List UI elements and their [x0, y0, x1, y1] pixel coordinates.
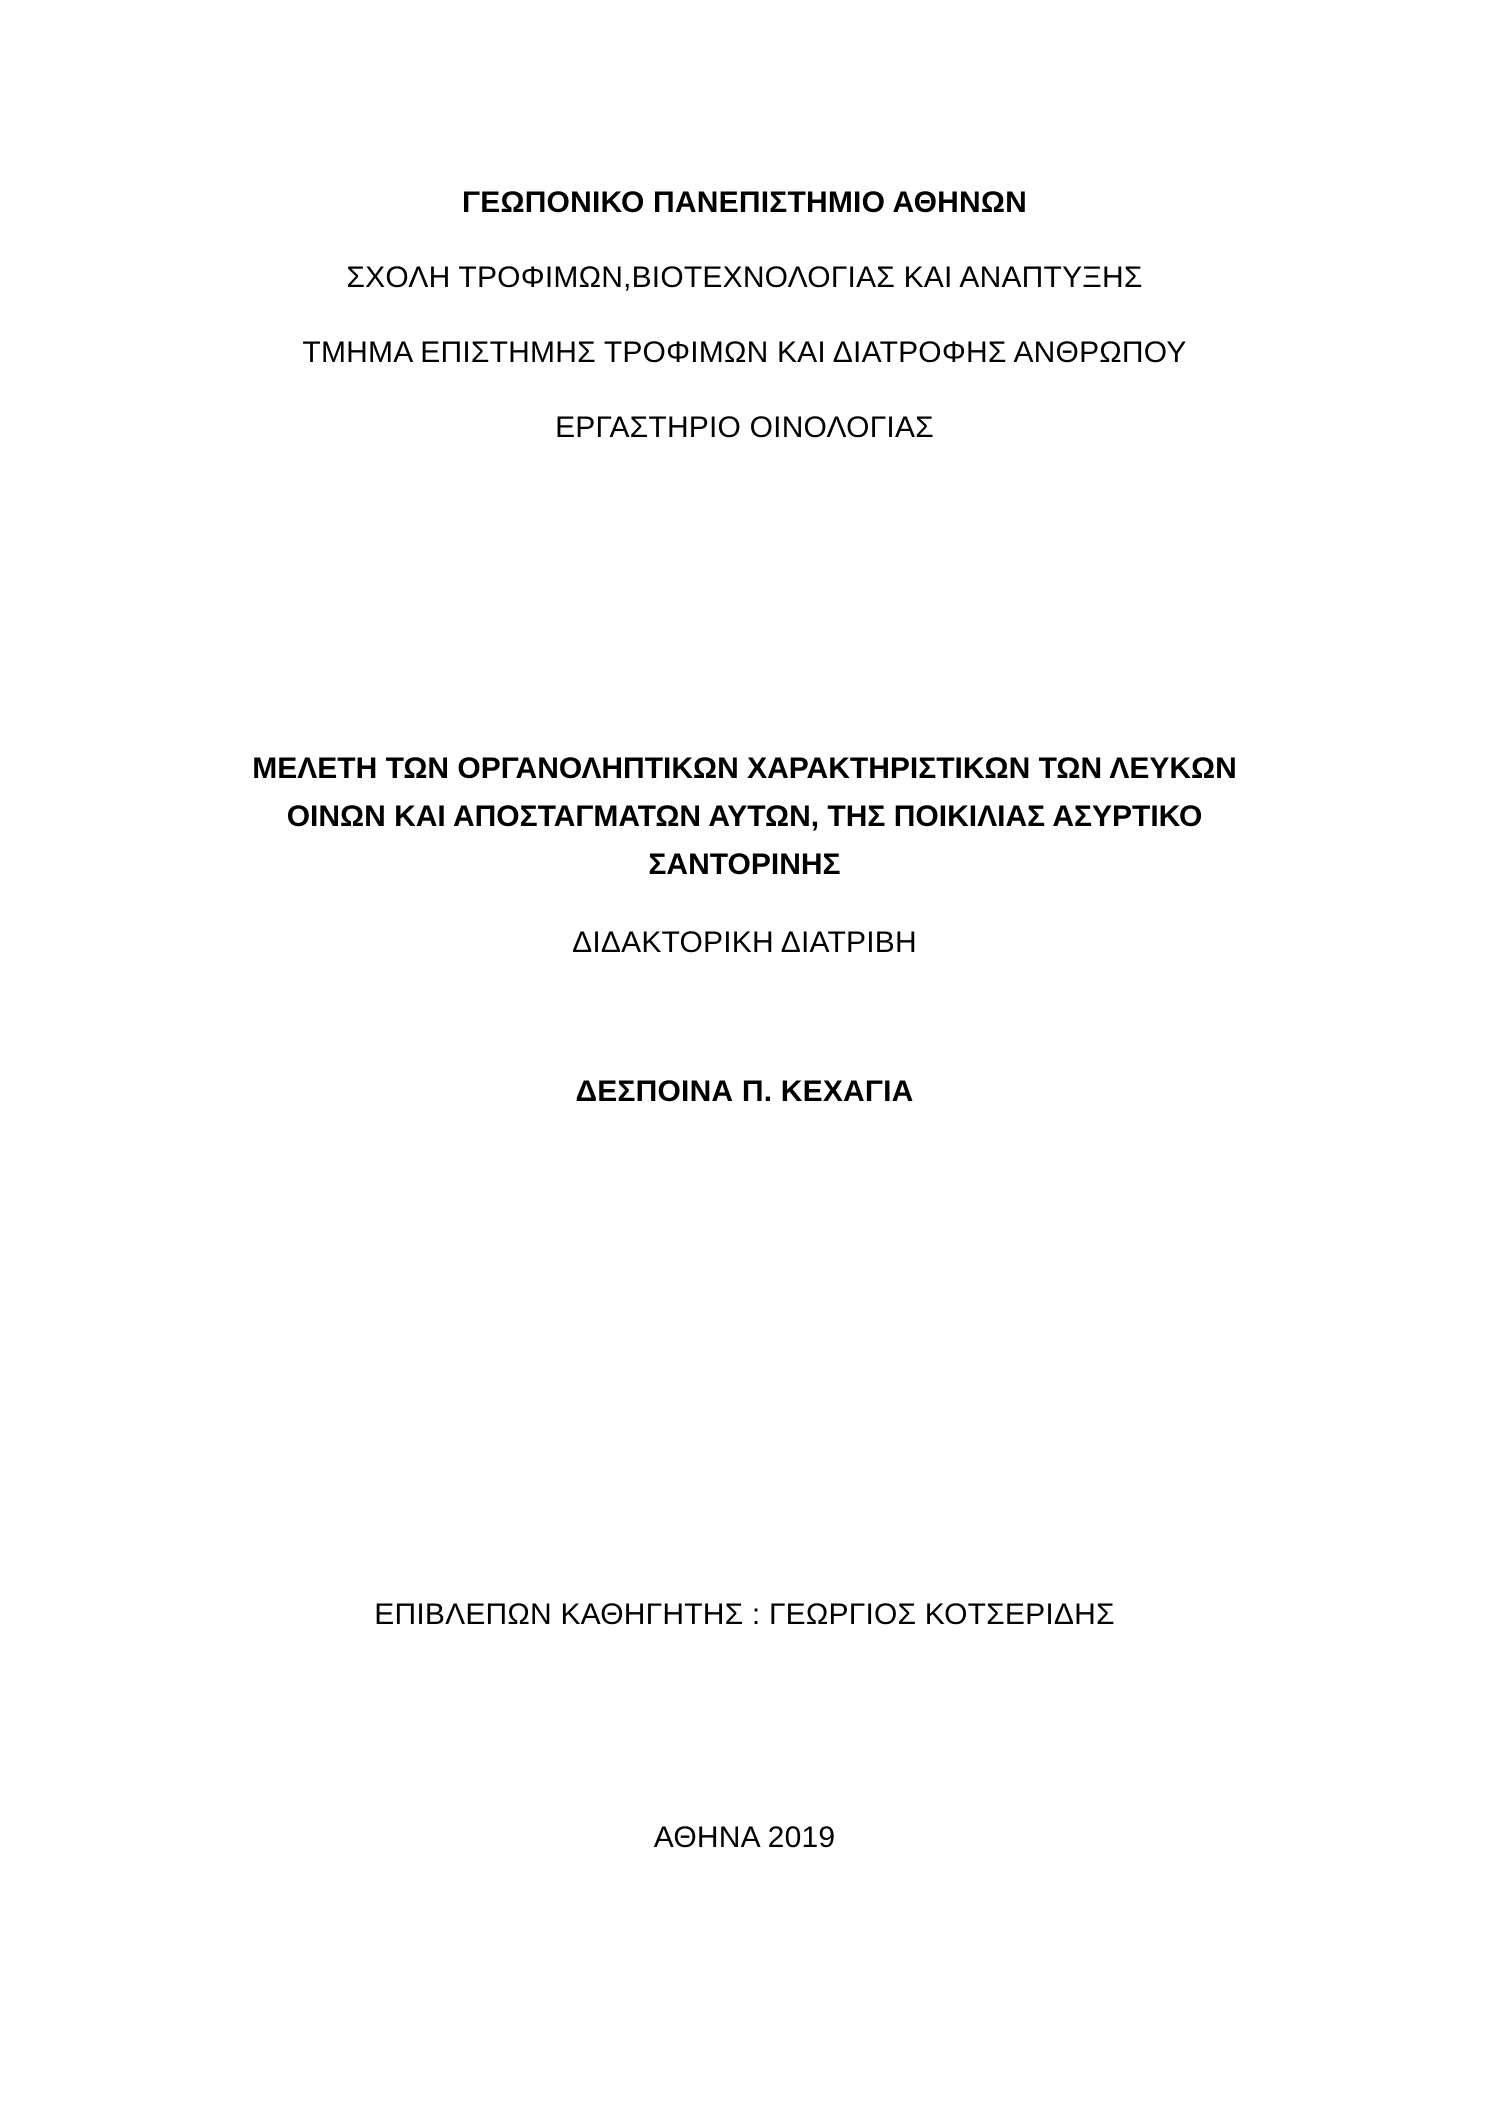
- place-year: ΑΘΗΝΑ 2019: [653, 1821, 836, 1854]
- university-name: ΓΕΩΠΟΝΙΚΟ ΠΑΝΕΠΙΣΤΗΜΙΟ ΑΘΗΝΩΝ: [462, 186, 1027, 219]
- thesis-title-line-3: ΣΑΝΤΟΡΙΝΗΣ: [648, 848, 841, 881]
- supervisor: ΕΠΙΒΛΕΠΩΝ ΚΑΘΗΓΗΤΗΣ : ΓΕΩΡΓΙΟΣ ΚΟΤΣΕΡΙΔΗΣ: [374, 1598, 1115, 1631]
- thesis-title-line-1: ΜΕΛΕΤΗ ΤΩΝ ΟΡΓΑΝΟΛΗΠΤΙΚΩΝ ΧΑΡΑΚΤΗΡΙΣΤΙΚΩΝ ΤΩΝ ΛΕΥΚΩΝ: [252, 752, 1237, 785]
- thesis-type: ΔΙΔΑΚΤΟΡΙΚΗ ΔΙΑΤΡΙΒΗ: [572, 926, 917, 959]
- department-name: ΤΜΗΜΑ ΕΠΙΣΤΗΜΗΣ ΤΡΟΦΙΜΩΝ ΚΑΙ ΔΙΑΤΡΟΦΗΣ ΑΝΘΡΩΠΟΥ: [302, 336, 1187, 369]
- thesis-title-line-2: ΟΙΝΩΝ ΚΑΙ ΑΠΟΣΤΑΓΜΑΤΩΝ ΑΥΤΩΝ, ΤΗΣ ΠΟΙΚΙΛΙΑΣ ΑΣΥΡΤΙΚΟ: [286, 800, 1203, 833]
- laboratory-name: ΕΡΓΑΣΤΗΡΙΟ ΟΙΝΟΛΟΓΙΑΣ: [555, 411, 934, 444]
- school-name: ΣΧΟΛΗ ΤΡΟΦΙΜΩΝ,ΒΙΟΤΕΧΝΟΛΟΓΙΑΣ ΚΑΙ ΑΝΑΠΤΥΞΗΣ: [346, 261, 1143, 294]
- thesis-title: [0, 745, 1489, 889]
- author-name: ΔΕΣΠΟΙΝΑ Π. ΚΕΧΑΓΙΑ: [575, 1075, 914, 1108]
